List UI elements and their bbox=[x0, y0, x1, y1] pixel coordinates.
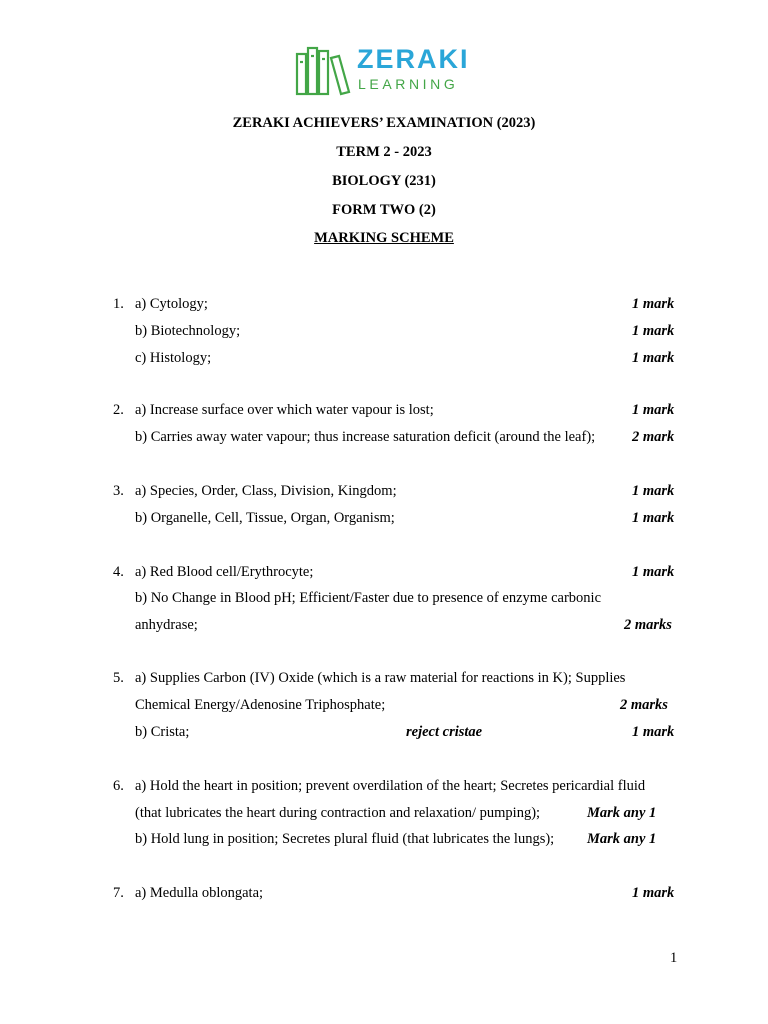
q3-a-answer: a) Species, Order, Class, Division, Kingdom; bbox=[135, 483, 397, 499]
exam-title: ZERAKI ACHIEVERS’ EXAMINATION (2023) bbox=[232, 115, 536, 131]
q5-b-note: reject cristae bbox=[406, 724, 483, 740]
q5-a-answer-line2: Chemical Energy/Adenosine Triphosphate; bbox=[135, 697, 386, 713]
question-5-number: 5. bbox=[113, 670, 124, 686]
q7-a-answer: a) Medulla oblongata; bbox=[135, 885, 264, 901]
q4-a-answer: a) Red Blood cell/Erythrocyte; bbox=[135, 564, 314, 580]
q2-a-mark: 1 mark bbox=[632, 402, 675, 418]
logo-sub-text: LEARNING bbox=[358, 76, 459, 92]
q4-a-mark: 1 mark bbox=[632, 564, 675, 580]
q1-a-mark: 1 mark bbox=[632, 296, 675, 312]
subject-title: BIOLOGY (231) bbox=[332, 173, 436, 189]
question-6-number: 6. bbox=[113, 778, 124, 794]
q3-a-mark: 1 mark bbox=[632, 483, 675, 499]
page-number: 1 bbox=[670, 950, 678, 966]
form-title: FORM TWO (2) bbox=[332, 202, 436, 218]
question-1-number: 1. bbox=[113, 296, 124, 312]
q6-a-answer-line2: (that lubricates the heart during contraction and relaxation/ pumping); bbox=[135, 805, 541, 821]
q1-b-mark: 1 mark bbox=[632, 323, 675, 339]
q4-b-answer-line1: b) No Change in Blood pH; Efficient/Faster due to presence of enzyme carbonic bbox=[135, 590, 602, 606]
q7-a-mark: 1 mark bbox=[632, 885, 675, 901]
q1-b-answer: b) Biotechnology; bbox=[135, 323, 241, 339]
books-logo-icon bbox=[295, 46, 355, 98]
q5-a-mark: 2 marks bbox=[620, 697, 668, 713]
q6-a-mark: Mark any 1 bbox=[587, 805, 657, 821]
q6-a-answer-line1: a) Hold the heart in position; prevent overdilation of the heart; Secretes pericardial fluid bbox=[135, 778, 646, 794]
question-3-number: 3. bbox=[113, 483, 124, 499]
q5-a-answer-line1: a) Supplies Carbon (IV) Oxide (which is a raw material for reactions in K); Supplies bbox=[135, 670, 626, 686]
q5-b-mark: 1 mark bbox=[632, 724, 675, 740]
marking-scheme-heading bbox=[0, 230, 768, 247]
q4-b-answer-line2: anhydrase; bbox=[135, 617, 198, 633]
q2-b-answer: b) Carries away water vapour; thus increase saturation deficit (around the leaf); bbox=[135, 429, 596, 445]
q3-b-answer: b) Organelle, Cell, Tissue, Organ, Organism; bbox=[135, 510, 395, 526]
question-7-number: 7. bbox=[113, 885, 124, 901]
q5-b-answer: b) Crista; bbox=[135, 724, 190, 740]
q4-b-mark: 2 marks bbox=[624, 617, 672, 633]
q1-a-answer: a) Cytology; bbox=[135, 296, 208, 312]
q1-c-answer: c) Histology; bbox=[135, 350, 212, 366]
q2-a-answer: a) Increase surface over which water vapour is lost; bbox=[135, 402, 434, 418]
q6-b-mark: Mark any 1 bbox=[587, 831, 657, 847]
marking-scheme-text: MARKING SCHEME bbox=[314, 230, 454, 246]
q2-b-mark: 2 mark bbox=[632, 429, 675, 445]
q1-c-mark: 1 mark bbox=[632, 350, 675, 366]
q3-b-mark: 1 mark bbox=[632, 510, 675, 526]
zeraki-learning-logo bbox=[295, 46, 475, 96]
logo-brand-text: ZERAKI bbox=[357, 44, 470, 74]
term-title: TERM 2 - 2023 bbox=[336, 144, 432, 160]
question-2-number: 2. bbox=[113, 402, 124, 418]
question-4-number: 4. bbox=[113, 564, 124, 580]
q6-b-answer: b) Hold lung in position; Secretes plural fluid (that lubricates the lungs); bbox=[135, 831, 555, 847]
